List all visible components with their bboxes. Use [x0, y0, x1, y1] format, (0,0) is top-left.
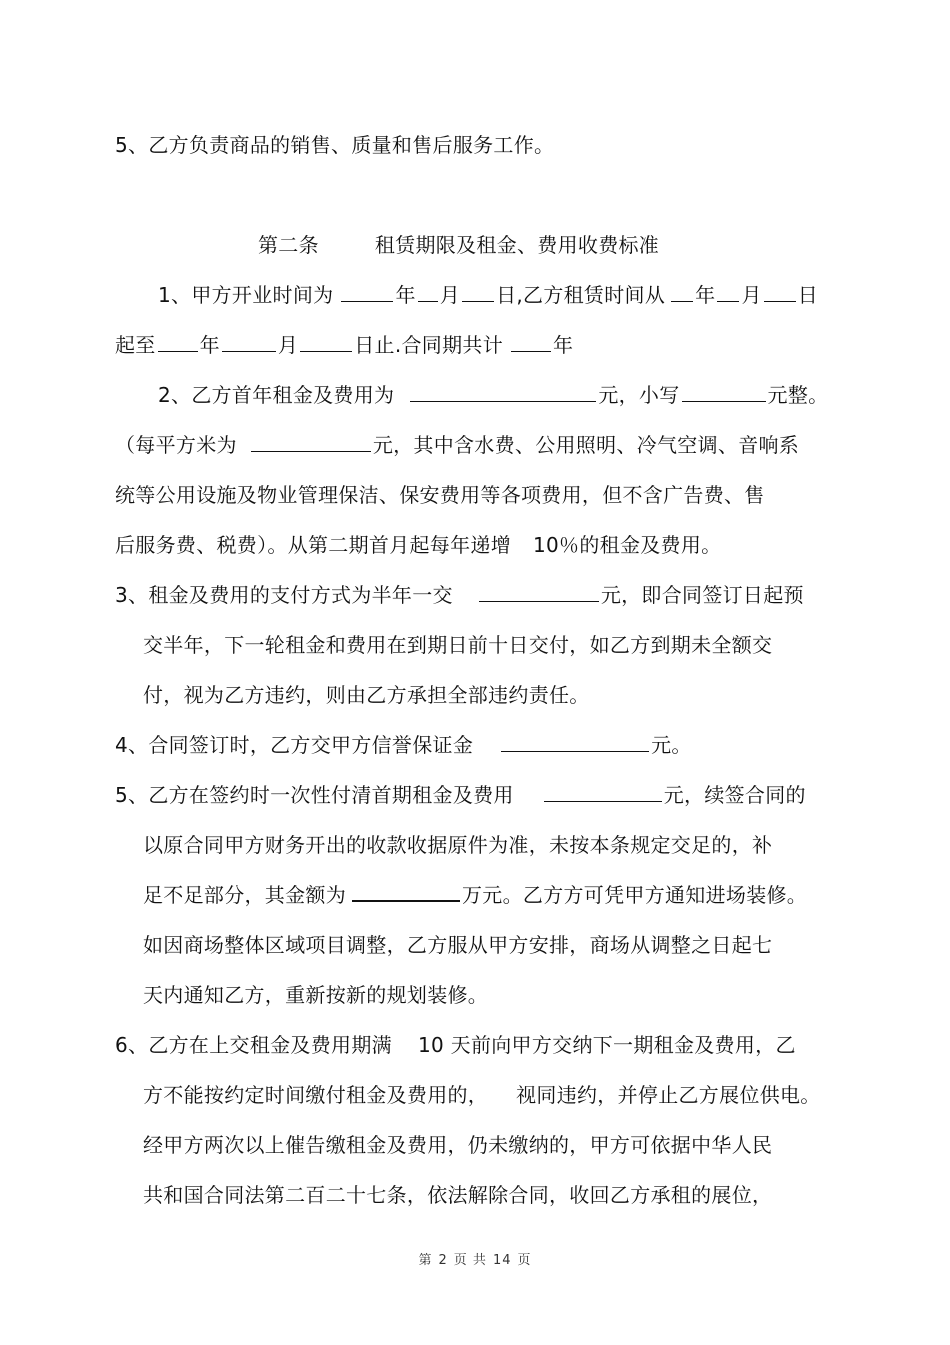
blank-field[interactable] [352, 882, 460, 902]
item-1-line-2: 起至 年 月 日止.合同期共计 年 [115, 333, 574, 357]
article-heading [258, 232, 659, 258]
item-5-line-5: 天内通知乙方，重新按新的规划装修。 [143, 983, 489, 1007]
blank-field[interactable] [300, 333, 352, 352]
blank-field[interactable] [158, 333, 198, 352]
blank-field[interactable] [511, 333, 551, 352]
item-4: 4、合同签订时，乙方交甲方信誉保证金 元。 [115, 733, 692, 757]
item-2-line-3: 统等公用设施及物业管理保洁、保安费用等各项费用，但不含广告费、售 [115, 483, 765, 507]
item-2-line-4: 后服务费、税费）。从第二期首月起每年递增 10％的租金及费用。 [115, 533, 722, 557]
page-footer: 第 2 页 共 14 页 [418, 1253, 532, 1268]
item-5-line-2: 以原合同甲方财务开出的收款收据原件为准，未按本条规定交足的，补 [143, 833, 773, 857]
item-3-line-1: 3、租金及费用的支付方式为半年一交 元，即合同签订日起预 [115, 583, 804, 607]
blank-field[interactable] [479, 583, 599, 602]
item-3-line-2: 交半年，下一轮租金和费用在到期日前十日交付，如乙方到期未全额交 [143, 633, 773, 657]
item-2-line-2: （每平方米为 元，其中含水费、公用照明、冷气空调、音响系 [115, 433, 800, 457]
item-6-line-2: 方不能按约定时间缴付租金及费用的， 视同违约，并停止乙方展位供电。 [143, 1083, 821, 1107]
current-page-number: 2 [438, 1253, 448, 1268]
blank-field[interactable] [717, 283, 739, 302]
item-2-line-1: 2、乙方首年租金及费用为 元，小写 元整。 [158, 383, 829, 407]
blank-field[interactable] [418, 283, 438, 302]
item-5-line-3: 足不足部分，其金额为 万元。乙方方可凭甲方通知进场装修。 [143, 883, 808, 907]
blank-field[interactable] [410, 383, 596, 402]
blank-field[interactable] [764, 283, 796, 302]
total-page-count: 14 [492, 1253, 512, 1268]
blank-field[interactable] [501, 733, 649, 752]
blank-field[interactable] [341, 283, 393, 302]
item-6-line-4: 共和国合同法第二百二十七条，依法解除合同，收回乙方承租的展位， [143, 1183, 773, 1207]
item-3-line-3: 付，视为乙方违约，则由乙方承担全部违约责任。 [143, 683, 590, 707]
blank-field[interactable] [671, 283, 693, 302]
item-6-line-1: 6、乙方在上交租金及费用期满 10 天前向甲方交纳下一期租金及费用，乙 [115, 1033, 796, 1057]
article-number: 第二条 [258, 233, 319, 257]
item-5-line-1: 5、乙方在签约时一次性付清首期租金及费用 元，续签合同的 [115, 783, 806, 807]
item-5-line-4: 如因商场整体区域项目调整，乙方服从甲方安排，商场从调整之日起七 [143, 933, 773, 957]
clause-5-responsibility: 5、乙方负责商品的销售、质量和售后服务工作。 [115, 133, 555, 157]
blank-field[interactable] [682, 383, 766, 402]
blank-field[interactable] [251, 433, 371, 452]
item-1-line-1: 1、甲方开业时间为 年 月 日,乙方租赁时间从 年 月 日 [158, 283, 819, 307]
blank-field[interactable] [544, 783, 662, 802]
blank-field[interactable] [222, 333, 276, 352]
article-title: 租赁期限及租金、费用收费标准 [374, 233, 660, 257]
item-6-line-3: 经甲方两次以上催告缴租金及费用，仍未缴纳的，甲方可依据中华人民 [143, 1133, 773, 1157]
blank-field[interactable] [462, 283, 494, 302]
